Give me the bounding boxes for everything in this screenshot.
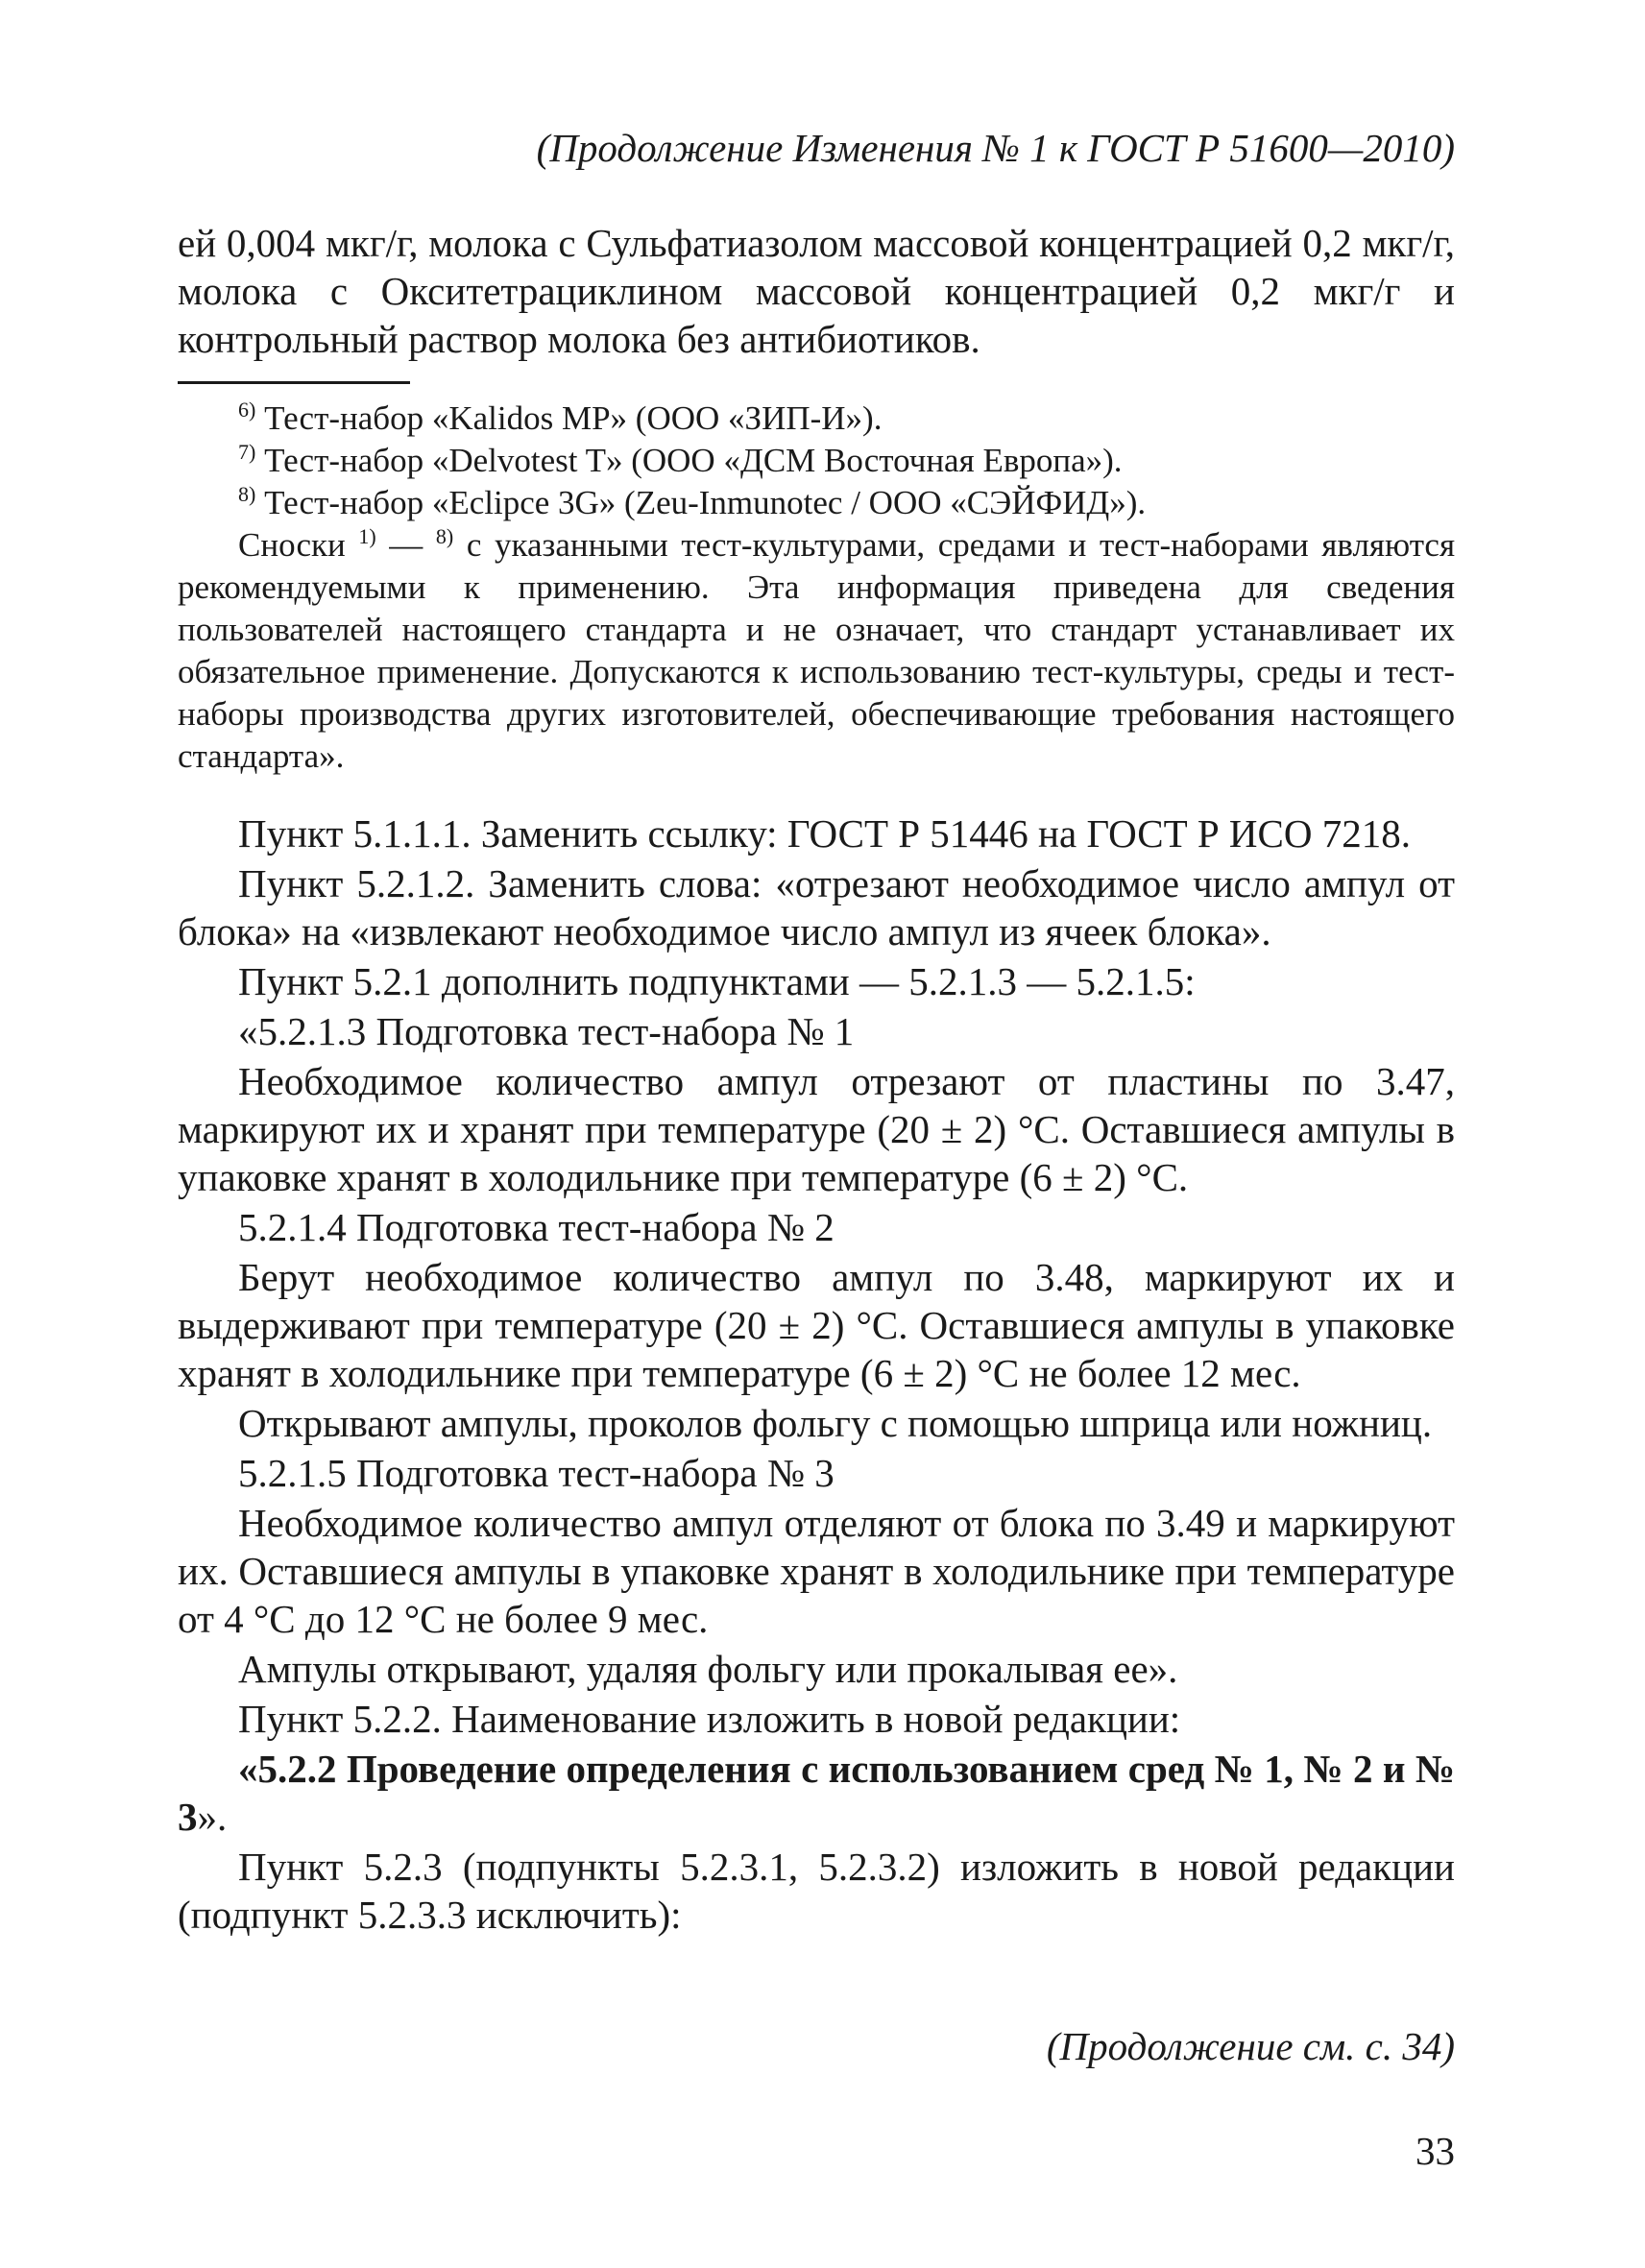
footnote-text: Тест-набор «Delvotest T» (ООО «ДСМ Восточная Европа»). [264,442,1123,479]
footnote-note-text: с указанными тест-культурами, средами и тест-наборами являются рекомендуемыми к применению. Эта информация приведена для сведения пользователей настоящего стандарта и не означает, что стандарт устанавливает их обязательное применение. Допускаются к использованию тест-культуры, среды и тест-наборы производства других изготовителей, обеспечивающие требования настоящего стандарта». [178,526,1456,775]
continuation-footer: (Продолжение см. с. 34) [1046,2024,1455,2068]
footnote-note-lead: Сноски [238,526,346,564]
paragraph: Пункт 5.1.1.1. Заменить ссылку: ГОСТ Р 51446 на ГОСТ Р ИСО 7218. [238,811,1411,856]
paragraph: Необходимое количество ампул отделяют от блока по 3.49 и маркируют их. Оставшиеся ампулы в упаковке хранят в холодильнике при температуре от 4 °С до 12 °С не более 9 мес. [178,1501,1455,1641]
final-paragraph: Пункт 5.2.3 (подпункты 5.2.3.1, 5.2.3.2) изложить в новой редакции (подпункт 5.2.3.3 исключить): [178,1845,1455,1937]
footnote-note [178,524,1455,778]
footnote-note-mark-start: 1) [358,524,376,548]
bold-heading-close: ». [197,1795,228,1839]
bold-heading-open-quote: « [238,1747,258,1791]
footnotes-block [178,398,1455,778]
footnote-mark: 6) [238,398,256,422]
footnote-mark: 8) [238,482,256,506]
top-paragraph-block [178,219,1455,365]
main-text-block [178,809,1455,1941]
paragraph: Ампулы открывают, удаляя фольгу или прокалывая ее». [238,1647,1178,1691]
bold-heading-paragraph [178,1745,1455,1841]
footnote-6 [178,398,1455,440]
footnote-8 [178,482,1455,524]
footnote-text: Тест-набор «Eclipce 3G» (Zeu-Inmunotec / ООО «СЭЙФИД»). [264,484,1147,521]
running-header: (Продолжение Изменения № 1 к ГОСТ Р 51600—2010) [536,126,1455,170]
top-paragraph: ей 0,004 мкг/г, молока с Сульфатиазолом массовой концентрацией 0,2 мкг/г, молока с Окситетрациклином массовой концентрацией 0,2 мкг/г и контрольный раствор молока без антибиотиков. [178,221,1455,361]
page-number: 33 [1415,2129,1455,2173]
footnote-separator [178,381,410,384]
footnote-note-mark-end: 8) [435,524,454,548]
footnote-mark: 7) [238,440,256,464]
bold-heading-text: 5.2.2 Проведение определения с использованием сред № 1, № 2 и № 3 [178,1747,1455,1839]
footnote-text: Тест-набор «Kalidos MP» (ООО «ЗИП-И»). [264,399,883,437]
paragraph: «5.2.1.3 Подготовка тест-набора № 1 [238,1009,855,1053]
paragraph: Открывают ампулы, проколов фольгу с помощью шприца или ножниц. [238,1401,1433,1445]
paragraph: Пункт 5.2.1.2. Заменить слова: «отрезают необходимое число ампул от блока» на «извлекают необходимое число ампул из ячеек блока». [178,861,1455,953]
footnote-note-dash: — [389,526,423,564]
paragraph: Берут необходимое количество ампул по 3.48, маркируют их и выдерживают при температуре (20 ± 2) °С. Оставшиеся ампулы в упаковке хранят в холодильнике при температуре (6 ± 2) °С не более 12 мес. [178,1255,1455,1395]
paragraph: 5.2.1.4 Подготовка тест-набора № 2 [238,1205,835,1249]
paragraph: Пункт 5.2.2. Наименование изложить в новой редакции: [238,1697,1181,1741]
paragraph: Необходимое количество ампул отрезают от пластины по 3.47, маркируют их и хранят при температуре (20 ± 2) °С. Оставшиеся ампулы в упаковке хранят в холодильнике при температуре (6 ± 2) °С. [178,1059,1455,1199]
paragraph: 5.2.1.5 Подготовка тест-набора № 3 [238,1451,835,1495]
paragraph: Пункт 5.2.1 дополнить подпунктами — 5.2.1.3 — 5.2.1.5: [238,959,1196,1003]
footnote-7 [178,440,1455,482]
